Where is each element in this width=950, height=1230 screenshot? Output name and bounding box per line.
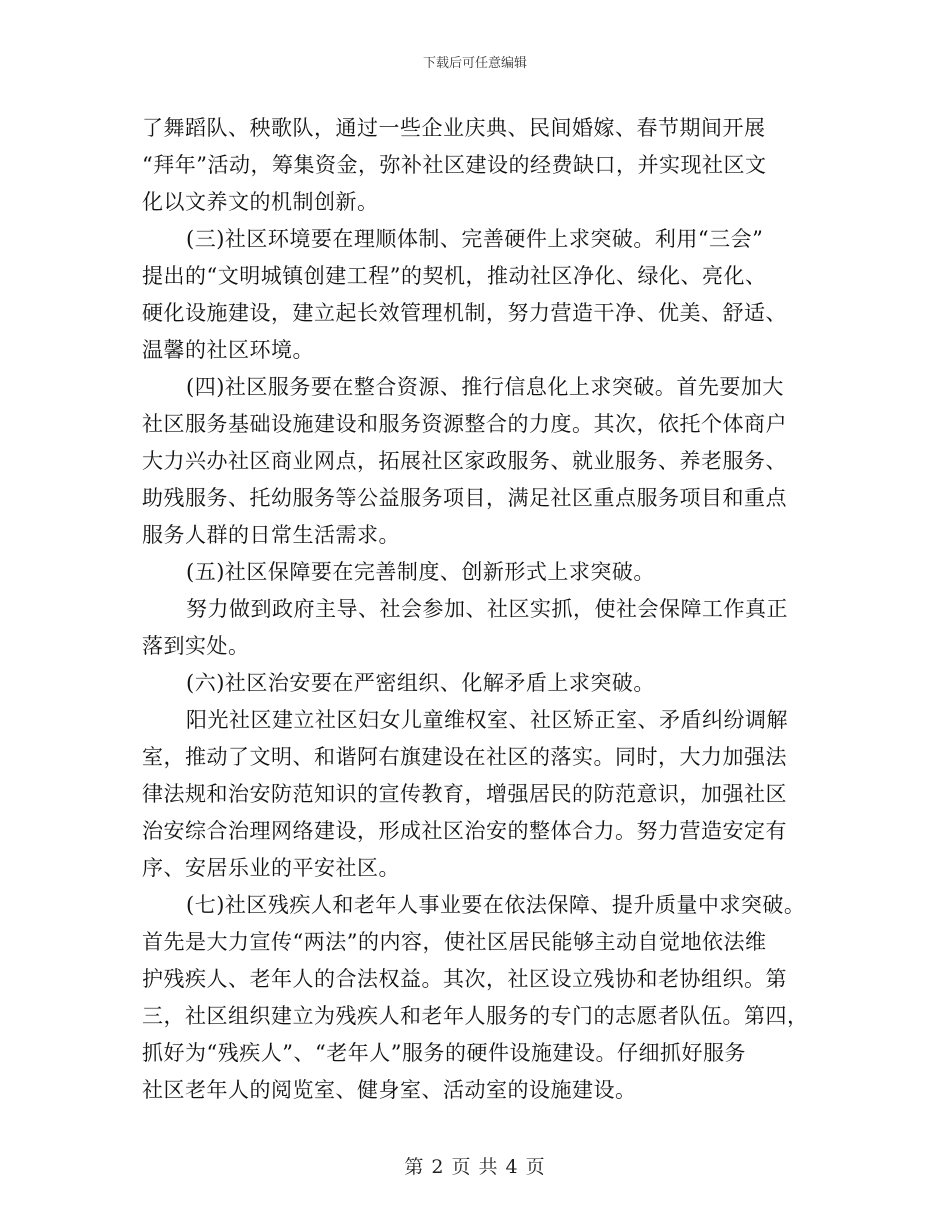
text-line: (六)社区治安要在严密组织、化解矛盾上求突破。 xyxy=(186,671,655,695)
text-line: (四)社区服务要在整合资源、推行信息化上求突破。首先要加大 xyxy=(186,375,784,399)
text-line: 室，推动了文明、和谐阿右旗建设在社区的落实。同时，大力加强法 xyxy=(142,745,787,769)
text-line: 阳光社区建立社区妇女儿童维权室、社区矫正室、矛盾纠纷调解 xyxy=(186,708,788,732)
page-footer: 第 2 页 共 4 页 xyxy=(404,1156,546,1178)
text-line: 硬化设施建设，建立起长效管理机制，努力营造干净、优美、舒适、 xyxy=(142,301,787,325)
text-line: “拜年”活动，筹集资金，弥补社区建设的经费缺口，并实现社区文 xyxy=(142,153,767,177)
text-line: 首先是大力宣传“两法”的内容，使社区居民能够主动自觉地依法维 xyxy=(142,930,767,954)
text-line: (三)社区环境要在理顺体制、完善硬件上求突破。利用“三会” xyxy=(186,227,764,251)
text-line: 律法规和治安防范知识的宣传教育，增强居民的防范意识，加强社区 xyxy=(142,782,787,806)
text-line: 护残疾人、老年人的合法权益。其次，社区设立残协和老协组织。第 xyxy=(142,967,787,991)
text-line: 努力做到政府主导、社会参加、社区实抓，使社会保障工作真正 xyxy=(186,597,788,621)
text-line: 治安综合治理网络建设，形成社区治安的整体合力。努力营造安定有 xyxy=(142,819,787,843)
text-line: 序、安居乐业的平安社区。 xyxy=(142,856,400,880)
text-line: 温馨的社区环境。 xyxy=(142,338,314,362)
text-line: (五)社区保障要在完善制度、创新形式上求突破。 xyxy=(186,560,655,584)
text-line: 抓好为“残疾人”、“老年人”服务的硬件设施建设。仔细抓好服务 xyxy=(142,1041,746,1065)
text-line: (七)社区残疾人和老年人事业要在依法保障、提升质量中求突破。 xyxy=(186,893,806,917)
text-line: 提出的“文明城镇创建工程”的契机，推动社区净化、绿化、亮化、 xyxy=(142,264,767,288)
document-body xyxy=(142,110,810,1109)
page-header: 下载后可任意编辑 xyxy=(422,56,527,71)
text-line: 社区服务基础设施建设和服务资源整合的力度。其次，依托个体商户 xyxy=(142,412,787,436)
text-line: 了舞蹈队、秧歌队，通过一些企业庆典、民间婚嫁、春节期间开展 xyxy=(142,116,766,140)
text-line: 落到实处。 xyxy=(142,634,250,658)
text-line: 社区老年人的阅览室、健身室、活动室的设施建设。 xyxy=(142,1078,637,1102)
text-line: 服务人群的日常生活需求。 xyxy=(142,523,400,547)
text-line: 助残服务、托幼服务等公益服务项目，满足社区重点服务项目和重点 xyxy=(142,486,787,510)
text-line: 三，社区组织建立为残疾人和老年人服务的专门的志愿者队伍。第四， xyxy=(142,1004,809,1028)
text-line: 化以文养文的机制创新。 xyxy=(142,190,379,214)
text-line: 大力兴办社区商业网点，拓展社区家政服务、就业服务、养老服务、 xyxy=(142,449,787,473)
